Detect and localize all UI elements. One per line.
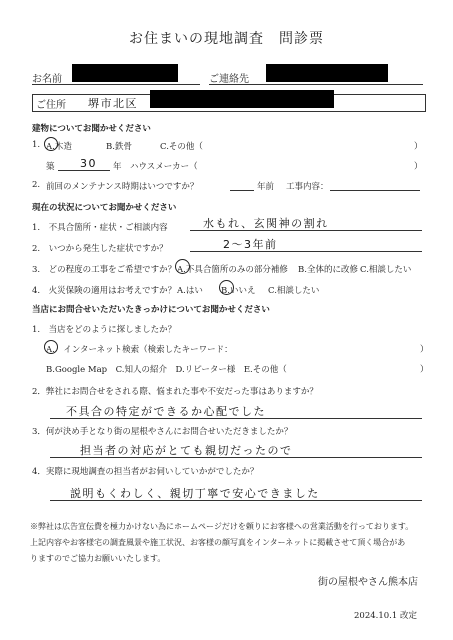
option-other-close: ）	[414, 142, 423, 152]
name-redaction	[72, 64, 178, 82]
building-q2-number: 2.	[32, 180, 41, 190]
address-label: ご住所	[36, 100, 66, 111]
since-answer: 2〜3年前	[223, 238, 278, 251]
scope-option-partial: A.不具合箇所のみの部分補修	[177, 265, 288, 275]
scope-question: 3. どの程度の工事をご希望ですか？	[32, 265, 177, 275]
option-steel: B.鉄骨	[106, 142, 132, 152]
form-title: お住まいの現地調査 問診票	[129, 31, 324, 47]
revision-date: 2024.10.1 改定	[354, 611, 417, 621]
since-underline	[190, 251, 422, 252]
option-wood: A.木造	[46, 142, 72, 152]
age-prefix: 築	[46, 162, 55, 172]
address-redaction	[150, 90, 334, 108]
age-value: 30	[80, 157, 97, 170]
name-label: お名前	[32, 74, 62, 85]
scope-option-consult: C.相談したい	[360, 265, 412, 275]
insurance-option-no: B.いいえ	[221, 286, 256, 296]
name-underline	[32, 84, 200, 85]
option-other-sources: B.Google Map C.知人の紹介 D.リピーター様 E.その他（	[46, 365, 287, 375]
years-underline	[230, 190, 254, 191]
footer-note-line2: 上記内容やお客様宅の調査風景や施工状況、お客様の顔写真をインターネットに掲載させて頂く場合があ	[30, 538, 406, 547]
defect-underline	[190, 230, 422, 231]
footer-note-line1: ※弊社は広告宣伝費を極力かけない為にホームページだけを頼りにお客様への営業活動を行っております。	[30, 522, 414, 531]
maintenance-question: 前回のメンテナンス時期はいつですか？	[46, 182, 199, 192]
insurance-option-consult: C.相談したい	[268, 286, 320, 296]
shop-name: 街の屋根やさん熊本店	[318, 577, 418, 588]
building-q1-number: 1.	[32, 140, 41, 150]
work-label: 工事内容：	[286, 182, 329, 192]
current-heading: 現在の状況についてお聞かせください	[32, 203, 177, 213]
search-question: 1. 当店をどのように探しましたか？	[32, 325, 177, 335]
visit-underline	[50, 500, 422, 501]
contact-underline	[209, 84, 423, 85]
years-suffix: 年前	[257, 182, 275, 192]
since-question: 2. いつから発生した症状ですか？	[32, 244, 168, 254]
visit-answer: 説明もくわしく、親切丁寧で安心できました	[70, 487, 320, 500]
age-underline	[58, 170, 110, 171]
footer-note-line3: りますのでご協力お願いいたします。	[30, 554, 166, 563]
worry-underline	[50, 418, 422, 419]
insurance-option-yes: A.はい	[177, 286, 203, 296]
trigger-heading: 当店にお問合せいただいたきっかけについてお聞かせください	[32, 305, 270, 315]
work-underline	[330, 190, 420, 191]
other-sources-close: ）	[420, 365, 429, 375]
address-value: 堺市北区	[88, 97, 138, 110]
worry-question: 2．弊社にお問合せをされる際、悩まれた事や不安だった事はありますか？	[32, 387, 318, 397]
internet-search-close: ）	[420, 345, 429, 355]
defect-question: 1. 不具合箇所・症状・ご相談内容	[32, 223, 168, 233]
decision-underline	[50, 457, 422, 458]
contact-redaction	[266, 64, 388, 82]
decision-answer: 担当者の対応がとても親切だったので	[80, 444, 293, 457]
defect-answer: 水もれ、玄関神の割れ	[203, 217, 329, 230]
age-suffix: 年 ハウスメーカー（	[113, 162, 198, 172]
maker-close: ）	[414, 162, 423, 172]
visit-question: 4．実際に現地調査の担当者がお伺いしていかがでしたか？	[32, 467, 259, 477]
option-other: C.その他（	[160, 142, 203, 152]
scope-option-full: B.全体的に改修	[298, 265, 358, 275]
contact-label: ご連絡先	[209, 74, 249, 85]
decision-question: 3．何が決め手となり街の屋根やさんにお問合せいただきましたか？	[32, 427, 293, 437]
building-heading: 建物についてお聞かせください	[32, 124, 151, 134]
worry-answer: 不具合の特定ができるか心配でした	[66, 405, 266, 418]
insurance-question: 4. 火災保険の適用はお考えですか？	[32, 286, 177, 296]
option-internet-search: A. インターネット検索（検索したキーワード：	[46, 345, 233, 355]
